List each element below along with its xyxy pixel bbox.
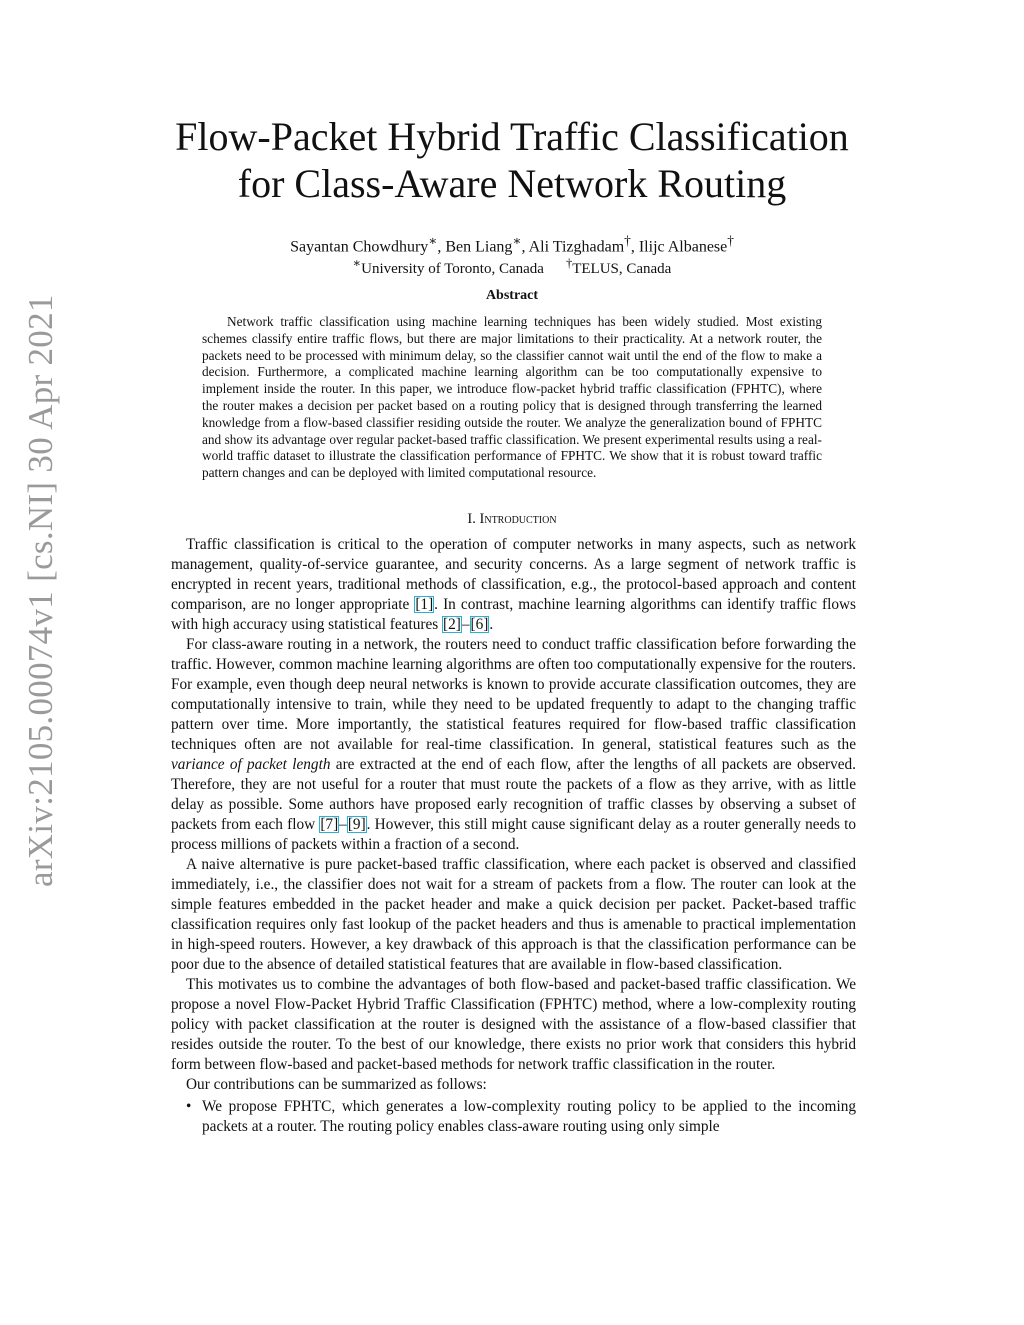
text-run: . bbox=[489, 616, 494, 633]
author-separator: , bbox=[521, 238, 529, 256]
section-heading-introduction bbox=[312, 510, 712, 528]
list-item bbox=[186, 1097, 856, 1137]
author-name: Ilijc Albanese bbox=[638, 238, 728, 256]
citation-link[interactable]: [1] bbox=[415, 596, 434, 613]
citation-link[interactable]: [9] bbox=[347, 816, 366, 833]
text-run: . In contrast, machine learning algorithms can identify traffic flows with high accuracy using statistical features bbox=[171, 596, 856, 633]
text-run: Traffic classification is critical to the operation of computer networks in many aspects, such as network management, quality-of-service guarantee, and security concerns. As a large segment of network traffic is encrypted in recent years, traditional methods of classification, e.g., the protocol-based approach and content comparison, are no longer appropriate bbox=[171, 536, 856, 613]
text-run: are extracted at the end of each flow, after the lengths of all packets are observed. Therefore, they are not useful for a router that must route the packets of a flow as they arrive, with as little delay as possible. Some authors have proposed early recognition of traffic classes by observing a subset of packets from each flow bbox=[171, 756, 856, 833]
citation-link[interactable]: [2] bbox=[443, 616, 461, 633]
affiliation-mark: ∗ bbox=[512, 233, 522, 248]
section-number: I. bbox=[467, 511, 476, 527]
paragraph bbox=[171, 535, 856, 635]
introduction-body bbox=[171, 535, 856, 1137]
list-item-text: We propose FPHTC, which generates a low-complexity routing policy to be applied to the incoming packets at a router. The routing policy enables class-aware routing using only simple bbox=[202, 1098, 856, 1135]
abstract-heading: Abstract bbox=[485, 288, 539, 303]
author-name: Sayantan Chowdhury bbox=[290, 238, 429, 256]
section-title: Introduction bbox=[479, 511, 557, 527]
author-name: Ali Tizghadam bbox=[528, 238, 625, 256]
paragraph: A naive alternative is pure packet-based traffic classification, where each packet is observed and classified immediately, i.e., the classifier does not wait for a stream of packets from a flow. The router can look at the simple features embedded in the packet header and make a quick decision per packet. Packet-based traffic classification requires only fast lookup of the packet headers and thus is amenable to practical implementation in high-speed routers. However, a key drawback of this approach is that the classification performance can be poor due to the absence of detailed statistical features that are available in flow-based classification. bbox=[171, 856, 856, 973]
affiliation-line bbox=[170, 253, 854, 279]
text-run: – bbox=[339, 816, 347, 833]
affiliation-mark: † bbox=[565, 256, 573, 270]
author-name: Ben Liang bbox=[445, 238, 513, 256]
citation-link[interactable]: [6] bbox=[470, 616, 489, 633]
bullet-icon: • bbox=[186, 1098, 192, 1115]
text-run: For class-aware routing in a network, the routers need to conduct traffic classification before forwarding the traffic. However, common machine learning algorithms are often too computationally expensive for the routers. For example, even though deep neural networks is known to provide accurate classification outcomes, they are computationally intensive to train, while they need to be updated frequently to adapt to the changing traffic pattern over time. More importantly, the statistical features required for flow-based traffic classification techniques often are not available for real-time classification. In general, statistical features such as the bbox=[171, 636, 856, 753]
emphasized-term: variance of packet length bbox=[171, 756, 331, 773]
text-run: – bbox=[461, 616, 470, 633]
affiliation-mark: ∗ bbox=[352, 256, 362, 270]
author-separator: , bbox=[437, 238, 446, 256]
affiliation-mark: † bbox=[624, 233, 631, 248]
abstract-text: Network traffic classification using machine learning techniques has been widely studied. Most existing schemes classify entire traffic flows, but there are major limitations to their practicality. At a network router, the packets need to be processed with minimum delay, so the classifier cannot wait until the end of the flow to make a decision. Furthermore, a complicated machine learning algorithm can be too computationally expensive to implement inside the router. In this paper, we introduce flow-packet hybrid traffic classification (FPHTC), where the router makes a decision per packet based on a routing policy that is designed through transferring the learned knowledge from a flow-based classifier residing outside the router. We analyze the generalization bound of FPHTC and show its advantage over regular packet-based traffic classification. We present experimental results using a real-world traffic dataset to illustrate the classification performance of FPHTC. We show that it is robust toward traffic pattern changes and can be deployed with limited computational resource. bbox=[202, 314, 822, 481]
title-line-1: Flow-Packet Hybrid Traffic Classification bbox=[175, 114, 849, 159]
title-line-2: for Class-Aware Network Routing bbox=[237, 161, 787, 206]
contributions-list bbox=[171, 1097, 856, 1137]
affiliation-university-of-toronto: University of Toronto, Canada bbox=[361, 261, 544, 277]
text-run: . However, this still might cause significant delay as a router generally needs to process millions of packets within a fraction of a second. bbox=[171, 816, 857, 853]
affiliation-mark: ∗ bbox=[428, 233, 438, 248]
paper-title bbox=[120, 113, 904, 207]
paragraph: This motivates us to combine the advantages of both flow-based and packet-based traffic classification. We propose a novel Flow-Packet Hybrid Traffic Classification (FPHTC) method, where a low-complexity routing policy with packet classification at the router is designed with the assistance of a flow-based classifier that resides outside the router. To the best of our knowledge, there exists no prior work that considers this hybrid form between flow-based and packet-based methods for network traffic classification in the router. bbox=[171, 976, 856, 1073]
paragraph bbox=[171, 635, 856, 855]
paragraph: Our contributions can be summarized as follows: bbox=[186, 1076, 487, 1093]
arxiv-identifier: arXiv:2105.00074v1 [cs.NI] 30 Apr 2021 bbox=[21, 294, 60, 887]
affiliation-telus: TELUS, Canada bbox=[572, 261, 672, 277]
affiliation-mark: † bbox=[727, 233, 734, 248]
citation-link[interactable]: [7] bbox=[320, 816, 339, 833]
author-separator: , bbox=[630, 238, 639, 256]
